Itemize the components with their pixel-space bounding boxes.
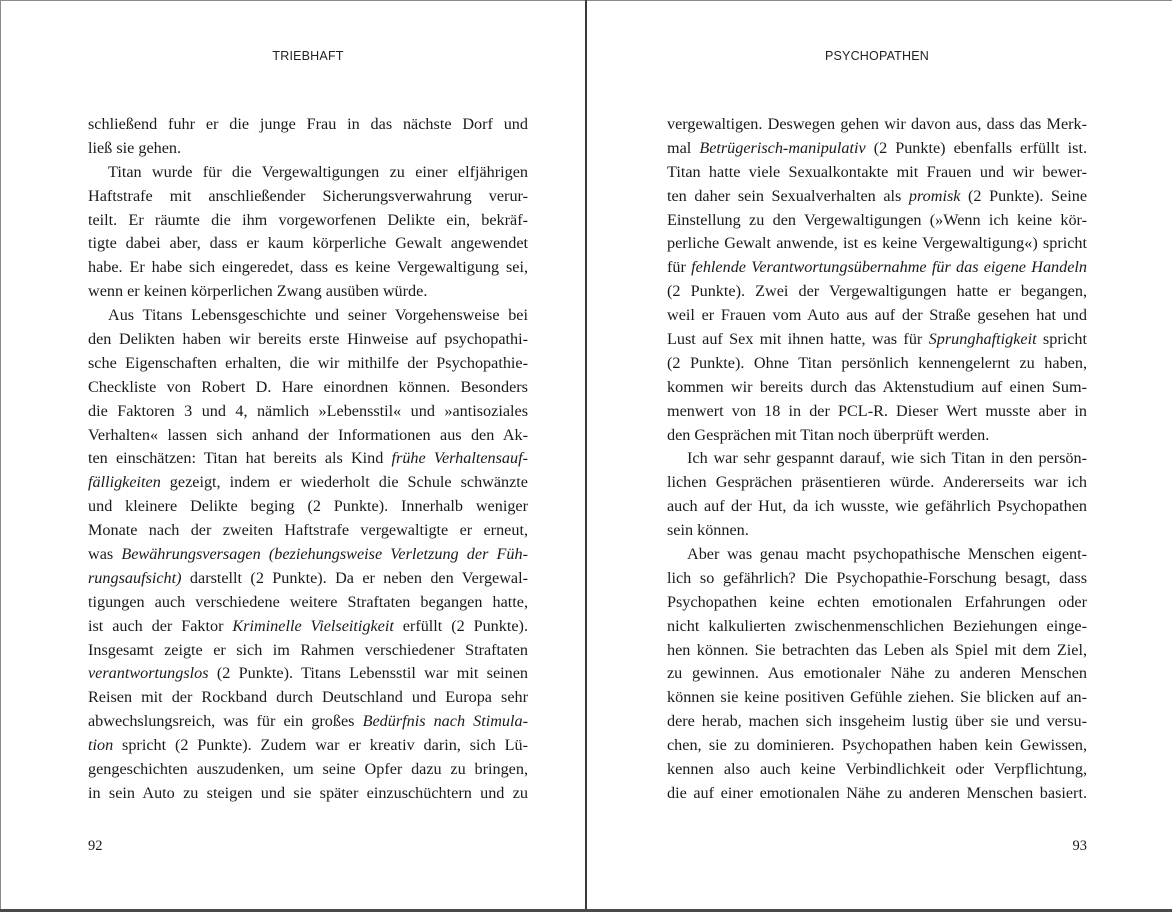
text-line (667, 543, 1087, 567)
line-text: auch auf der Hut, da ich wusste, wie gefährlich Psychopathen (667, 497, 1087, 516)
line-text: Insgesamt zeigte er sich im Rahmen verschiedener Straftaten (88, 640, 528, 659)
italic-term: Bewährungsversagen (beziehungsweise Verletzung der Füh- (121, 545, 528, 564)
line-text: kennen also auch keine Verbindlichkeit oder Verpflichtung, (667, 760, 1087, 779)
text-line (88, 567, 528, 591)
text-line (667, 758, 1087, 782)
line-text: dere herab, machen sich insgeheim lustig über sie und versu- (667, 712, 1087, 731)
italic-term: rungsaufsicht) (88, 568, 182, 587)
line-text: Einstellung zu den Vergewaltigungen (»Wenn ich keine kör- (667, 210, 1087, 229)
line-text: spricht (2 Punkte). Zudem war er kreativ darin, sich Lü- (113, 736, 528, 755)
text-line (88, 376, 528, 400)
text-line (667, 137, 1087, 161)
line-text: lich so gefährlich? Die Psychopathie-Forschung besagt, dass (667, 568, 1087, 587)
text-line (88, 639, 528, 663)
line-text: (2 Punkte). Zwei der Vergewaltigungen hatte er begangen, (667, 282, 1087, 301)
line-text: Haftstrafe mit anschließender Sicherungsverwahrung verur- (88, 186, 528, 205)
line-text: was (88, 545, 122, 564)
italic-term: Kriminelle Vielseitigkeit (232, 616, 394, 635)
italic-term: Betrügerisch-manipulativ (699, 138, 866, 157)
text-line (88, 758, 528, 782)
text-line (667, 352, 1087, 376)
line-text: weil er Frauen vom Auto aus auf der Straße gesehen hat und (667, 306, 1087, 325)
italic-term: fälligkeiten (88, 473, 161, 492)
line-text: mal (667, 138, 700, 157)
line-text: sche Eigenschaften erhalten, die wir mithilfe der Psychopathie- (88, 353, 528, 372)
text-line (667, 615, 1087, 639)
line-text: zu gewinnen. Aus emotionaler Nähe zu anderen Menschen (667, 664, 1087, 683)
text-line (667, 447, 1087, 471)
line-text: den Gesprächen mit Titan noch überprüft werden. (667, 425, 990, 444)
line-text: (2 Punkte) ebenfalls erfüllt ist. (865, 138, 1087, 157)
line-text: tigungen auch verschiedene weitere Straftaten begangen hatte, (88, 592, 528, 611)
text-line (667, 471, 1087, 495)
text-line (88, 400, 528, 424)
line-text: können sie keine positiven Gefühle ziehen. Sie blicken auf an- (667, 688, 1087, 707)
text-line (667, 591, 1087, 615)
line-text: Ich war sehr gespannt darauf, wie sich Titan in den persön- (687, 449, 1087, 468)
line-text: die Faktoren 3 und 4, nämlich »Lebensstil« und »antisoziales (88, 401, 528, 420)
text-line (667, 304, 1087, 328)
text-line (88, 543, 528, 567)
text-line (88, 209, 528, 233)
line-text: ten daher sein Sexualverhalten als (667, 186, 909, 205)
text-line (88, 352, 528, 376)
text-line (88, 447, 528, 471)
line-text: habe. Er habe sich eingeredet, dass es keine Vergewaltigung sei, (88, 258, 528, 277)
text-line (667, 328, 1087, 352)
line-text: ist auch der Faktor (88, 616, 233, 635)
line-text: (2 Punkte). Ohne Titan persönlich kennengelernt zu haben, (667, 353, 1087, 372)
line-text: schließend fuhr er die junge Frau in das nächste Dorf und (88, 115, 528, 133)
text-line (88, 686, 528, 710)
line-text: Monate nach der zweiten Haftstrafe vergewaltigte er erneut, (88, 521, 528, 540)
text-line (88, 591, 528, 615)
text-line (88, 280, 528, 304)
text-line (667, 710, 1087, 734)
text-line (667, 782, 1087, 806)
text-line (88, 710, 528, 734)
text-line (88, 615, 528, 639)
line-text: Titan wurde für die Vergewaltigungen zu einer elfjährigen (108, 162, 528, 181)
italic-term: Sprunghaftigkeit (928, 330, 1037, 349)
line-text: Verhalten« lassen sich anhand der Informationen aus den Ak- (88, 425, 528, 444)
text-line (88, 304, 528, 328)
frame-left-border (0, 0, 1, 912)
text-line (88, 161, 528, 185)
left-page (88, 0, 528, 905)
line-text: abwechslungsreich, was für ein großes (88, 712, 363, 731)
line-text: nicht kalkulierten zwischenmenschlichen Beziehungen einge- (667, 616, 1087, 635)
italic-term: promisk (908, 186, 961, 205)
line-text: ten einschätzen: Titan hat bereits als Kind (88, 449, 392, 468)
line-text: gengeschichten auszudenken, um seine Opfer dazu zu bringen, (88, 760, 528, 779)
line-text: Reisen mit der Rockband durch Deutschland und Europa sehr (88, 688, 528, 707)
line-text: die auf einer emotionalen Nähe zu anderen Menschen basiert. (667, 783, 1087, 802)
line-text: teilt. Er räumte die ihm vorgeworfenen Delikte ein, bekräf- (88, 210, 528, 229)
line-text: lichen Gesprächen präsentieren würde. Andererseits war ich (667, 473, 1087, 492)
line-text: erfüllt (2 Punkte). (393, 616, 528, 635)
line-text: Aber was genau macht psychopathische Menschen eigent- (687, 545, 1087, 564)
right-page (667, 0, 1087, 905)
text-line (667, 161, 1087, 185)
text-line (88, 185, 528, 209)
text-line (88, 734, 528, 758)
text-line (88, 495, 528, 519)
right-page-number: 93 (1072, 838, 1087, 854)
right-page-body (667, 113, 1087, 806)
line-text: perliche Gewalt anwende, ist es keine Vergewaltigung«) spricht (667, 234, 1087, 253)
text-line (667, 686, 1087, 710)
line-text: chen, sie zu dominieren. Psychopathen haben kein Gewissen, (667, 736, 1087, 755)
line-text: Checkliste von Robert D. Hare einordnen können. Besonders (88, 377, 528, 396)
italic-term: tion (88, 736, 114, 755)
line-text: hen können. Sie betrachten das Leben als Spiel mit dem Ziel, (667, 640, 1087, 659)
text-line (667, 639, 1087, 663)
line-text: darstellt (2 Punkte). Da er neben den Vergewal- (181, 568, 528, 587)
line-text: (2 Punkte). Seine (960, 186, 1087, 205)
line-text: für (667, 258, 692, 277)
text-line (667, 113, 1087, 137)
text-line (667, 519, 1087, 543)
line-text: Aus Titans Lebensgeschichte und seiner Vorgehensweise bei (108, 306, 528, 325)
line-text: Psychopathen keine echten emotionalen Erfahrungen oder (667, 592, 1087, 611)
text-line (667, 662, 1087, 686)
italic-term: verantwortungslos (88, 664, 209, 683)
left-page-number: 92 (88, 838, 103, 854)
text-line (88, 137, 528, 161)
text-line (667, 424, 1087, 448)
italic-term: frühe Verhaltensauf- (391, 449, 528, 468)
line-text: spricht (1036, 330, 1087, 349)
line-text: den Delikten haben wir bereits erste Hinweise auf psychopathi- (88, 330, 528, 349)
line-text: Lust auf Sex mit ihnen hatte, was für (667, 330, 929, 349)
line-text: ließ sie gehen. (88, 138, 182, 157)
line-text: kommen wir bereits durch das Aktenstudium auf einen Sum- (667, 377, 1087, 396)
line-text: vergewaltigen. Deswegen gehen wir davon aus, dass das Merk- (667, 115, 1087, 133)
text-line (88, 662, 528, 686)
text-line (88, 232, 528, 256)
book-gutter (585, 0, 587, 912)
text-line (667, 567, 1087, 591)
text-line (667, 232, 1087, 256)
line-text: gezeigt, indem er wiederholt die Schule schwänzte (160, 473, 528, 492)
text-line (667, 209, 1087, 233)
line-text: Titan hatte viele Sexualkontakte mit Frauen und wir bewer- (667, 162, 1087, 181)
text-line (667, 400, 1087, 424)
left-page-body (88, 113, 528, 806)
text-line (667, 495, 1087, 519)
text-line (88, 113, 528, 137)
right-running-head: PSYCHOPATHEN (824, 49, 930, 63)
italic-term: fehlende Verantwortungsübernahme für das eigene Handeln (691, 258, 1087, 277)
line-text: wenn er keinen körperlichen Zwang ausüben würde. (88, 282, 428, 301)
line-text: (2 Punkte). Titans Lebensstil war mit seinen (208, 664, 528, 683)
italic-term: Bedürfnis nach Stimula- (362, 712, 528, 731)
left-running-head: TRIEBHAFT (272, 49, 344, 63)
text-line (667, 185, 1087, 209)
text-line (88, 424, 528, 448)
line-text: in sein Auto zu steigen und sie später einzuschüchtern und zu (88, 783, 528, 802)
line-text: menwert von 18 in der PCL-R. Dieser Wert musste aber in (667, 401, 1087, 420)
text-line (667, 256, 1087, 280)
text-line (88, 471, 528, 495)
line-text: und kleinere Delikte beging (2 Punkte). Innerhalb weniger (88, 497, 528, 516)
text-line (88, 328, 528, 352)
text-line (88, 782, 528, 806)
text-line (667, 734, 1087, 758)
text-line (88, 519, 528, 543)
text-line (667, 280, 1087, 304)
line-text: tigte dabei aber, dass er kaum körperliche Gewalt angewendet (88, 234, 528, 253)
line-text: sein können. (667, 521, 749, 540)
text-line (667, 376, 1087, 400)
text-line (88, 256, 528, 280)
